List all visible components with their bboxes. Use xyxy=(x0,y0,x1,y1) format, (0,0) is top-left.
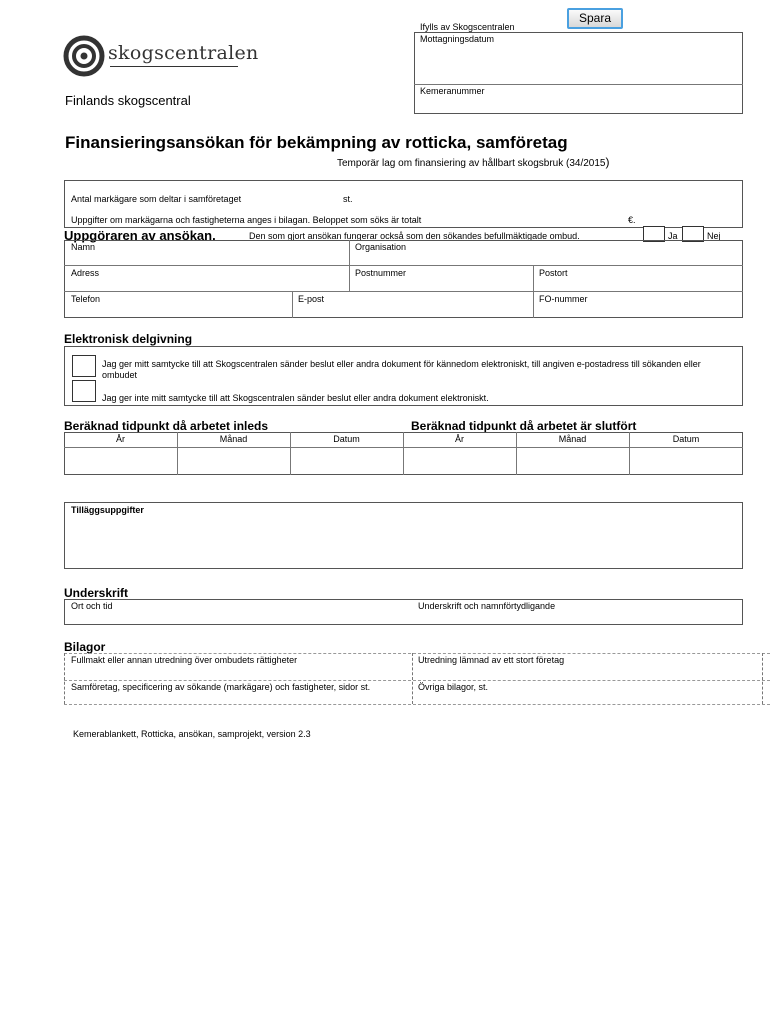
start-date-header: Datum xyxy=(333,434,360,444)
no-consent-option-text: Jag ger inte mitt samtycke till att Skogscentralen sänder beslut eller andra dokument elektroniskt. xyxy=(102,393,489,403)
attachments-mid-line xyxy=(64,680,770,681)
received-date-label: Mottagningsdatum xyxy=(420,34,495,44)
phone-field-label: Telefon xyxy=(71,294,101,304)
office-use-divider xyxy=(414,84,743,85)
page-subtitle xyxy=(337,155,609,169)
attachments-heading: Bilagor xyxy=(64,640,106,654)
office-use-label: Ifylls av Skogscentralen xyxy=(420,22,515,32)
organisation-field-label: Organisation xyxy=(355,242,407,252)
attachment-item: Fullmakt eller annan utredning över ombudets rättigheter xyxy=(71,655,298,665)
additional-info-label: Tilläggsuppgifter xyxy=(71,505,144,515)
attachments-right-col xyxy=(762,653,763,704)
applicant-vline-3 xyxy=(292,291,293,318)
yes-label: Ja xyxy=(668,231,678,241)
applicant-divider-1 xyxy=(64,265,743,266)
save-button[interactable]: Spara xyxy=(567,8,623,29)
end-year-header: År xyxy=(455,434,464,444)
signature-box xyxy=(64,599,743,625)
applicant-note: Den som gjort ansökan fungerar också som den sökandes befullmäktigade ombud. xyxy=(249,231,580,241)
additional-info-box[interactable] xyxy=(64,502,743,569)
consent-checkbox[interactable] xyxy=(72,355,96,377)
page-title: Finansieringsansökan för bekämpning av rotticka, samföretag xyxy=(65,133,568,152)
name-field-label: Namn xyxy=(71,242,96,252)
address-field-label: Adress xyxy=(71,268,100,278)
footer-version: Kemerablankett, Rotticka, ansökan, samprojekt, version 2.3 xyxy=(73,729,311,739)
office-use-box xyxy=(414,32,743,114)
applicant-vline-2 xyxy=(533,265,534,318)
owner-count-label: Antal markägare som deltar i samföretaget xyxy=(71,194,242,204)
signature-name-label: Underskrift och namnförtydligande xyxy=(418,601,556,611)
attachment-item: Samföretag, specificering av sökande (markägare) och fastigheter, sidor st. xyxy=(71,682,371,692)
e-delivery-heading: Elektronisk delgivning xyxy=(64,332,193,346)
attachment-item: Övriga bilagor, st. xyxy=(418,682,489,692)
brand-name: skogscentralen xyxy=(108,42,259,64)
start-time-heading: Beräknad tidpunkt då arbetet inleds xyxy=(64,419,269,433)
applicant-vline-1 xyxy=(349,240,350,291)
brand-underline xyxy=(110,66,238,67)
place-time-label: Ort och tid xyxy=(71,601,113,611)
email-field-label: E-post xyxy=(298,294,325,304)
end-date-header: Datum xyxy=(672,434,700,444)
post-office-field-label: Postort xyxy=(539,268,568,278)
org-name: Finlands skogscentral xyxy=(65,93,191,108)
start-month-header: Månad xyxy=(219,434,248,444)
business-id-field-label: FO-nummer xyxy=(539,294,588,304)
applicant-heading: Uppgöraren av ansökan. xyxy=(64,228,216,243)
attachments-bottom-line xyxy=(64,704,770,705)
subtitle-close: ) xyxy=(605,155,610,169)
postal-code-field-label: Postnummer xyxy=(355,268,407,278)
signature-heading: Underskrift xyxy=(64,586,129,600)
attachments-top-line xyxy=(64,653,770,654)
skogscentralen-logo xyxy=(63,35,105,77)
owner-count-unit: st. xyxy=(343,194,353,204)
no-consent-checkbox[interactable] xyxy=(72,380,96,402)
attachments-left-line xyxy=(64,653,65,704)
applicant-divider-2 xyxy=(64,291,743,292)
amount-unit: €. xyxy=(628,215,636,225)
subtitle-text: Temporär lag om finansiering av hållbart skogsbruk (34/2015 xyxy=(337,158,606,169)
owners-info-text: Uppgifter om markägarna och fastigheterna anges i bilagan. Beloppet som söks är totalt xyxy=(71,215,422,225)
end-month-header: Månad xyxy=(558,434,587,444)
attachment-item: Utredning lämnad av ett stort företag xyxy=(418,655,565,665)
consent-option-text: Jag ger mitt samtycke till att Skogscentralen sänder beslut eller andra dokument för kännedom elektroniskt, till angiven e-postadress till sökanden eller ombudet xyxy=(102,359,701,380)
start-year-header: År xyxy=(116,434,125,444)
end-time-heading: Beräknad tidpunkt då arbetet är slutfört xyxy=(411,419,637,433)
no-label: Nej xyxy=(707,231,721,241)
camera-number-label: Kemeranummer xyxy=(420,86,485,96)
attachments-mid-col xyxy=(412,653,413,704)
